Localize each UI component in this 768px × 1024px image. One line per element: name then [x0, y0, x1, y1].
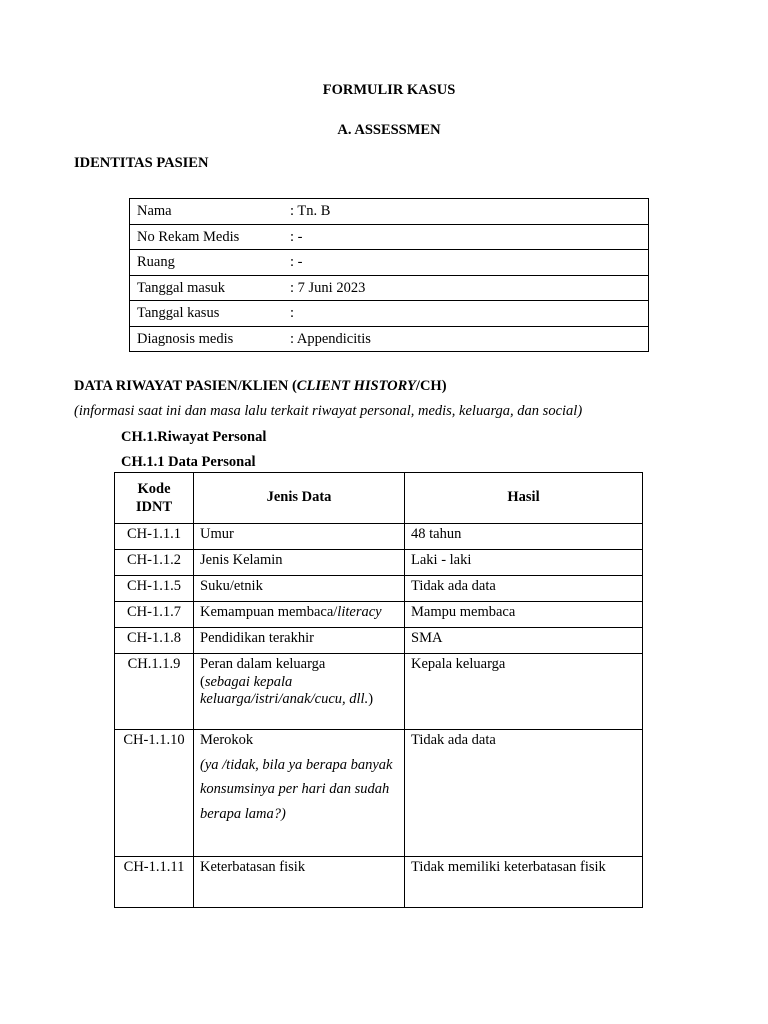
table-row: [115, 857, 643, 908]
cell-hasil: Laki - laki: [405, 550, 643, 576]
identity-label: Nama: [137, 203, 172, 219]
identity-value: : Tn. B: [290, 203, 331, 219]
table-row: [115, 550, 643, 576]
identity-value: : -: [290, 228, 303, 245]
cell-hasil: SMA: [405, 628, 643, 654]
cell-hasil: Mampu membaca: [405, 602, 643, 628]
table-row: [115, 524, 643, 550]
cell-jenis: Pendidikan terakhir: [194, 628, 405, 654]
cell-code: CH-1.1.7: [115, 602, 194, 628]
identity-row: [130, 301, 649, 327]
jenis-note: (ya /tidak, bila ya berapa banyak konsumsinya per hari dan sudah berapa lama?): [200, 756, 393, 822]
cell-code: CH.1.1.9: [115, 654, 194, 730]
cell-jenis: Umur: [194, 524, 405, 550]
identity-value: : Appendicitis: [290, 330, 371, 347]
identity-label: Tanggal masuk: [137, 279, 225, 296]
identitas-heading: IDENTITAS PASIEN: [74, 155, 209, 171]
identity-row: [130, 250, 649, 276]
identity-row: [130, 326, 649, 352]
identity-label: Ruang: [137, 254, 175, 270]
cell-code: CH-1.1.2: [115, 550, 194, 576]
cell-jenis: Peran dalam keluarga (sebagai kepala keluarga/istri/anak/cucu, dll.): [194, 654, 405, 730]
section-title: A. ASSESSMEN: [337, 122, 441, 138]
cell-jenis: Kemampuan membaca/literacy: [194, 602, 405, 628]
identity-value: : 7 Juni 2023: [290, 279, 366, 296]
cell-jenis: Jenis Kelamin: [194, 550, 405, 576]
header-jenis: Jenis Data: [194, 473, 405, 524]
personal-data-table: [114, 472, 643, 908]
cell-code: CH-1.1.11: [115, 857, 194, 908]
cell-code: CH-1.1.10: [115, 730, 194, 857]
cell-hasil: Tidak ada data: [405, 576, 643, 602]
table-header-row: [115, 473, 643, 524]
client-history-note: (informasi saat ini dan masa lalu terkait riwayat personal, medis, keluarga, dan social): [74, 403, 583, 419]
identity-label: No Rekam Medis: [137, 228, 240, 245]
table-row: [115, 576, 643, 602]
ch11-heading: CH.1.1 Data Personal: [121, 454, 256, 470]
patient-identity-table: [129, 198, 649, 352]
identity-value: : -: [290, 254, 303, 270]
cell-jenis: Merokok (ya /tidak, bila ya berapa banyak konsumsinya per hari dan sudah berapa lama?): [194, 730, 405, 857]
table-row: [115, 654, 643, 730]
identity-row: [130, 224, 649, 250]
table-row: [115, 602, 643, 628]
identity-row: [130, 199, 649, 225]
ch1-heading: CH.1.Riwayat Personal: [121, 429, 267, 445]
document-title: FORMULIR KASUS: [322, 82, 456, 98]
cell-code: CH-1.1.8: [115, 628, 194, 654]
cell-hasil: Kepala keluarga: [405, 654, 643, 730]
identity-label: Tanggal kasus: [137, 305, 220, 321]
cell-code: CH-1.1.5: [115, 576, 194, 602]
cell-hasil: 48 tahun: [405, 524, 643, 550]
cell-hasil: Tidak memiliki keterbatasan fisik: [405, 857, 643, 908]
header-kode: Kode IDNT: [115, 473, 194, 524]
identity-row: [130, 275, 649, 301]
cell-jenis: Keterbatasan fisik: [194, 857, 405, 908]
jenis-note: (sebagai kepala keluarga/istri/anak/cucu, dll.): [200, 673, 374, 708]
client-history-heading: DATA RIWAYAT PASIEN/KLIEN (CLIENT HISTORY/CH): [74, 378, 447, 394]
cell-jenis: Suku/etnik: [194, 576, 405, 602]
table-row: [115, 730, 643, 857]
cell-code: CH-1.1.1: [115, 524, 194, 550]
cell-hasil: Tidak ada data: [405, 730, 643, 857]
header-hasil: Hasil: [405, 473, 643, 524]
identity-label: Diagnosis medis: [137, 330, 234, 347]
identity-value: :: [290, 305, 295, 321]
table-row: [115, 628, 643, 654]
